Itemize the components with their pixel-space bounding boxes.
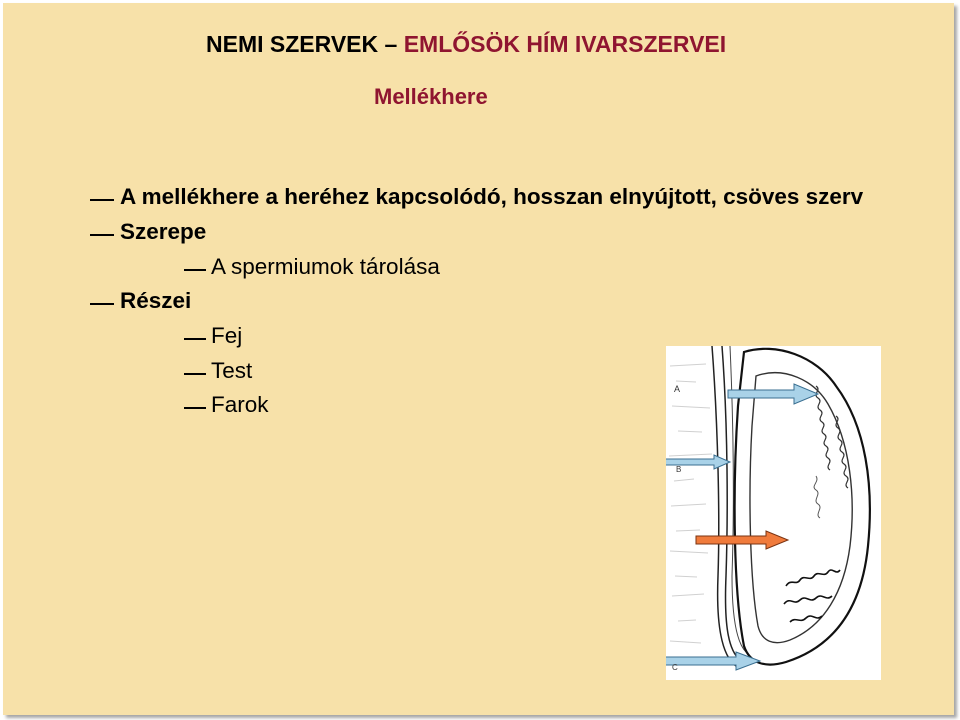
sub-bullet-storage: A spermiumok tárolása (211, 254, 440, 279)
bullet-dash (90, 199, 114, 201)
epididymis-illustration (666, 346, 881, 680)
bullet-dash (90, 303, 114, 305)
bullet-role: Szerepe (120, 219, 207, 244)
bullet-definition: A mellékhere a heréhez kapcsolódó, hosszan elnyújtott, csöves szerv (120, 184, 864, 209)
title-part-1: NEMI SZERVEK – (206, 31, 404, 57)
bullet-parts: Részei (120, 288, 192, 313)
slide-subtitle: Mellékhere (374, 84, 488, 109)
slide (3, 3, 954, 715)
label-b: B (676, 465, 682, 474)
sub-bullet-head: Fej (211, 323, 243, 348)
label-c: C (672, 663, 678, 672)
sub-bullet-tail: Farok (211, 392, 269, 417)
bullet-dash (90, 234, 114, 236)
sub-bullet-dash (184, 407, 206, 409)
sub-bullet-dash (184, 373, 206, 375)
epididymis-drawing (666, 346, 881, 680)
sub-bullet-dash (184, 269, 206, 271)
slide-title (206, 31, 726, 58)
sub-bullet-dash (184, 338, 206, 340)
label-a: A (674, 384, 681, 394)
sub-bullet-body: Test (211, 358, 253, 383)
title-part-2: EMLŐSÖK HÍM IVARSZERVEI (403, 31, 727, 57)
